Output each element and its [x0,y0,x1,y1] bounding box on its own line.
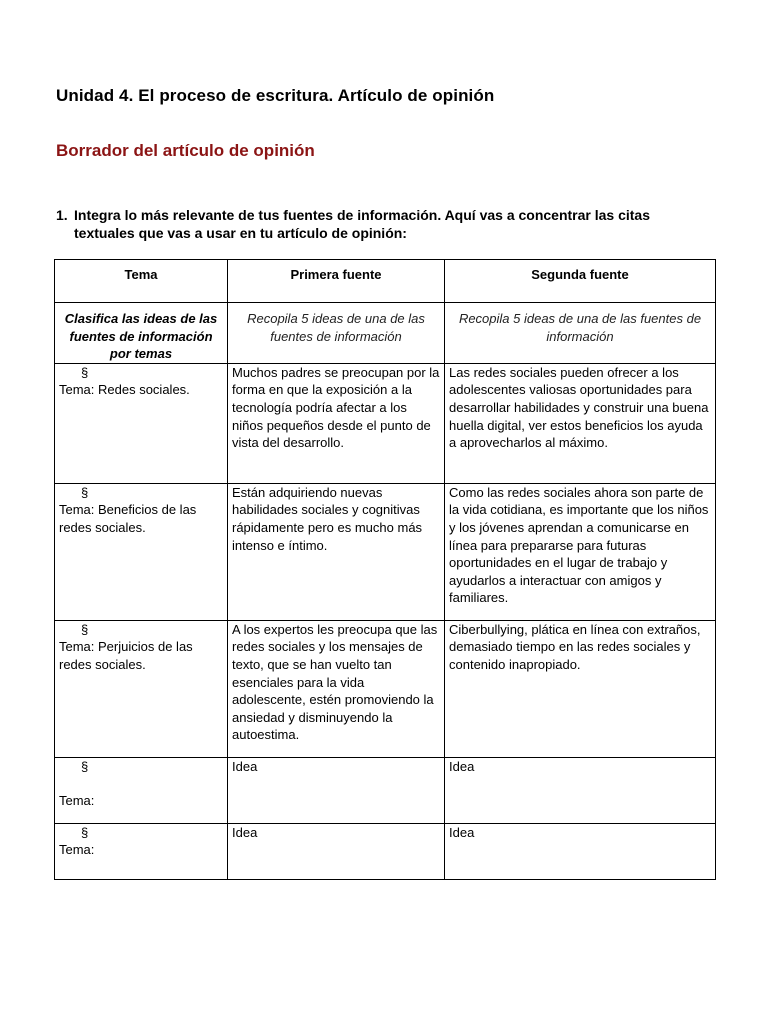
table-row [55,483,716,620]
section-symbol: § [81,621,89,637]
header-segunda-fuente: Segunda fuente [445,260,716,303]
primera-fuente-cell[interactable]: Muchos padres se preocupan por la forma en que la exposición a la tecnología podría afectar a los niños pequeños desde el punto de vista del desarrollo. [228,363,445,483]
section-symbol: § [81,364,89,380]
segunda-fuente-cell[interactable]: Las redes sociales pueden ofrecer a los adolescentes valiosas oportunidades para desarrollar habilidades y construir una buena huella digital, ver estos beneficios los ayuda a aprovecharlos al máximo. [445,363,716,483]
subheader-segunda: Recopila 5 ideas de una de las fuentes de información [445,303,716,364]
section-title: Borrador del artículo de opinión [56,141,315,160]
instruction [56,206,706,242]
subheader-tema: Clasifica las ideas de las fuentes de información por temas [55,303,228,364]
topic-text: Tema: [59,793,95,809]
table-header-row [55,260,716,303]
topic-cell[interactable] [55,823,228,879]
spacer [59,775,223,792]
section-symbol: § [81,824,89,840]
topic-cell[interactable] [55,620,228,757]
table-row [55,823,716,879]
primera-fuente-cell[interactable]: Idea [228,757,445,823]
header-primera-fuente: Primera fuente [228,260,445,303]
header-tema: Tema [55,260,228,303]
topic-cell[interactable] [55,363,228,483]
table-row [55,363,716,483]
segunda-fuente-cell[interactable]: Como las redes sociales ahora son parte de la vida cotidiana, es importante que los niños y los jóvenes aprendan a comunicarse en línea para prepararse para futuras oportunidades en el lugar de trabajo y ayudarlos a interactuar con amigos y familiares. [445,483,716,620]
topic-cell[interactable] [55,757,228,823]
subheader-primera: Recopila 5 ideas de una de las fuentes de información [228,303,445,364]
primera-fuente-cell[interactable]: A los expertos les preocupa que las redes sociales y los mensajes de texto, que se han vuelto tan esenciales para la vida adolescente, estén promoviendo la ansiedad y disminuyendo la autoestima. [228,620,445,757]
topic-cell[interactable] [55,483,228,620]
table-row [55,757,716,823]
unit-title: Unidad 4. El proceso de escritura. Artículo de opinión [56,86,495,105]
topic-text: Tema: Perjuicios de las redes sociales. [59,639,193,672]
primera-fuente-cell[interactable]: Idea [228,823,445,879]
primera-fuente-cell[interactable]: Están adquiriendo nuevas habilidades sociales y cognitivas rápidamente pero es mucho más intenso e íntimo. [228,483,445,620]
section-symbol: § [81,484,89,500]
table-row [55,620,716,757]
segunda-fuente-cell[interactable]: Idea [445,757,716,823]
instruction-text: Integra lo más relevante de tus fuentes de información. Aquí vas a concentrar las citas textuales que vas a usar en tu artículo de opinión: [74,207,651,241]
topic-text: Tema: Beneficios de las redes sociales. [59,502,197,535]
segunda-fuente-cell[interactable]: Idea [445,823,716,879]
table-subheader-row [55,303,716,364]
topic-text: Tema: Redes sociales. [59,382,190,398]
segunda-fuente-cell[interactable]: Ciberbullying, plática en línea con extraños, demasiado tiempo en las redes sociales y contenido inapropiado. [445,620,716,757]
section-symbol: § [81,758,89,774]
instruction-number: 1. [56,207,68,223]
topic-text: Tema: [59,842,95,858]
sources-table [54,259,716,880]
